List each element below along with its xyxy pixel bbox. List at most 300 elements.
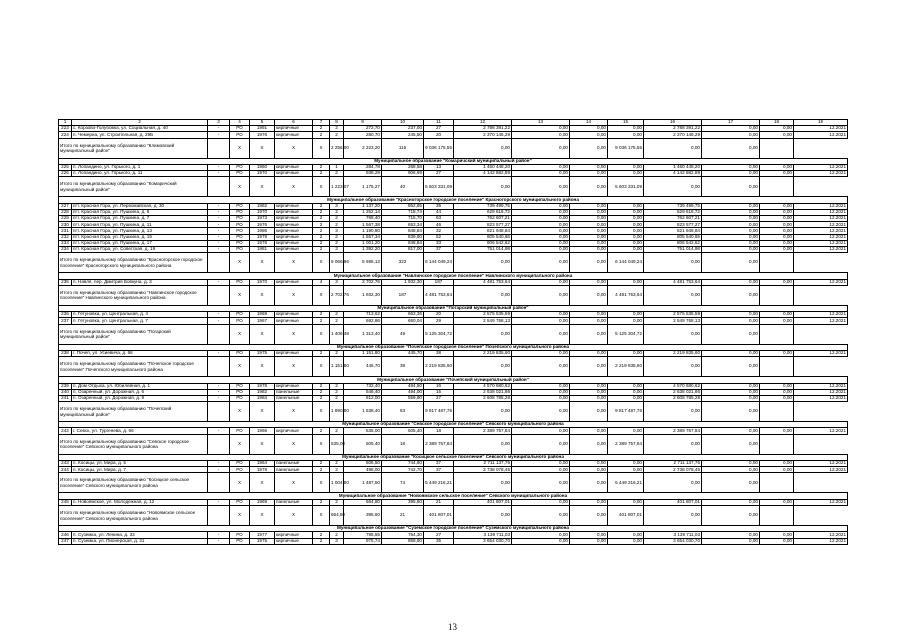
table-cell: 12.2021 (794, 395, 848, 401)
table-cell: 268,58 (382, 164, 424, 170)
table-cell: Итого по муниципальному образованию "Почепское городское поселение" Почепского муниципального района (59, 357, 208, 377)
table-cell: 2 256,00 (330, 138, 344, 158)
table-cell (760, 177, 794, 197)
table-cell: 0,00 (608, 132, 644, 138)
table-cell: 246 (59, 532, 72, 538)
table-cell: Х (313, 253, 330, 273)
table-cell: 234 (59, 247, 72, 253)
table-cell: 0,00 (512, 253, 570, 273)
table-cell: 0,00 (570, 473, 608, 493)
table-cell: 16 (644, 120, 702, 126)
table-cell: Х (250, 506, 275, 526)
table-cell: 795,55 (344, 532, 382, 538)
table-cell: 848,84 (382, 228, 424, 234)
table-cell: 227 (59, 203, 72, 209)
table-cell: пгт. Красная Гора, ул. Советская, д. 19 (72, 247, 208, 253)
table-cell: 2 370 146,29 (644, 132, 702, 138)
table-cell: РО (230, 247, 250, 253)
table-cell: 5 449 216,21 (424, 473, 454, 493)
table-cell: 0,00 (570, 357, 608, 377)
table-cell: 2 219 835,60 (644, 350, 702, 356)
table-cell: 0,00 (570, 279, 608, 285)
table-cell: 0,00 (644, 434, 702, 454)
table-cell: 12.2021 (794, 222, 848, 228)
table-cell: 2 (313, 247, 330, 253)
table-cell: 0,00 (512, 538, 570, 544)
table-cell: 0,00 (702, 209, 760, 215)
table-cell: 0,00 (512, 216, 570, 222)
table-cell: 2 (330, 126, 344, 132)
table-cell: п. Озаренный, ул. Дорожная, д. 6 (72, 389, 208, 395)
table-cell: 2 (330, 389, 344, 395)
table-cell: п. Суземка, ул. Пионерская, д. 21 (72, 538, 208, 544)
table-cell: 0,00 (760, 132, 794, 138)
table-cell: РО (230, 171, 250, 177)
table-cell: 2 788 391,22 (454, 126, 512, 132)
table-cell: кирпичные (275, 428, 313, 434)
table-cell: 74 (382, 473, 424, 493)
table-cell (208, 253, 230, 273)
table-cell (760, 434, 794, 454)
table-cell: 0,00 (702, 428, 760, 434)
table-cell: 18 (424, 428, 454, 434)
table-cell: 4 481 753,64 (644, 279, 702, 285)
municipality-total-row (59, 506, 848, 526)
table-cell: 1973 (250, 216, 275, 222)
table-cell: 739 499,75 (644, 203, 702, 209)
table-cell: 0,00 (702, 138, 760, 158)
municipality-total-row (59, 138, 848, 158)
table-cell: 0,00 (644, 285, 702, 305)
table-cell: Х (275, 138, 313, 158)
table-cell: 2 (330, 428, 344, 434)
table-cell: 0,00 (760, 234, 794, 240)
table-cell: 12.2021 (794, 318, 848, 324)
table-cell: 401 807,01 (644, 499, 702, 505)
table-cell: 852,65 (382, 203, 424, 209)
table-cell: 225 (59, 164, 72, 170)
table-cell: 38 (424, 350, 454, 356)
table-cell: 0,00 (702, 216, 760, 222)
table-cell: 0,00 (760, 318, 794, 324)
table-cell (760, 324, 794, 344)
table-cell: 3 654 030,70 (644, 538, 702, 544)
table-cell: Х (275, 434, 313, 454)
table-cell: 187 (424, 279, 454, 285)
table-cell: 2 (330, 171, 344, 177)
table-cell: 0,00 (454, 357, 512, 377)
table-cell: 0,00 (760, 350, 794, 356)
table-cell: - (208, 234, 230, 240)
table-cell: 6 144 049,24 (608, 253, 644, 273)
municipality-total-row (59, 324, 848, 344)
table-cell: 0,00 (644, 357, 702, 377)
table-cell: Х (275, 324, 313, 344)
table-cell: Итого по муниципальному образованию "Навлинское городское поселение" Навлинского муниципального района (59, 285, 208, 305)
table-cell: Итого по муниципальному образованию "Косицкое сельское поселение" Севского муниципального района (59, 473, 208, 493)
table-cell: 4 481 753,64 (454, 279, 512, 285)
table-cell: 0,00 (512, 203, 570, 209)
table-cell: 224 (59, 132, 72, 138)
table-cell (208, 506, 230, 526)
table-cell: - (208, 240, 230, 246)
table-cell: 612,00 (344, 395, 382, 401)
table-cell: 0,00 (512, 428, 570, 434)
table-cell: 245 (59, 499, 72, 505)
page-number: 13 (448, 622, 457, 632)
table-cell: 0,00 (608, 209, 644, 215)
table-cell: 0,00 (702, 461, 760, 467)
table-cell: 0,00 (702, 395, 760, 401)
table-cell: 2 (313, 228, 330, 234)
table-cell: 0,00 (570, 171, 608, 177)
table-cell: 821 948,84 (644, 228, 702, 234)
table-cell: 2 575 535,59 (454, 312, 512, 318)
table-cell: 1976 (250, 222, 275, 228)
table-cell: 2 638 021,86 (454, 389, 512, 395)
table-cell: 12.2021 (794, 234, 848, 240)
table-cell: 0,00 (702, 247, 760, 253)
table-cell: 0,00 (608, 126, 644, 132)
table-cell: 1976 (250, 240, 275, 246)
table-cell: - (208, 499, 230, 505)
table-cell: 2 (330, 222, 344, 228)
table-cell: 0,00 (760, 389, 794, 395)
table-cell: 0,00 (454, 434, 512, 454)
table-cell: 2 738 078,45 (644, 467, 702, 473)
table-cell: 2 (330, 350, 344, 356)
table-cell: 1 223,07 (330, 177, 344, 197)
table-cell: 13 (512, 120, 570, 126)
table-cell: 12.2021 (794, 171, 848, 177)
table-cell: 2 (330, 383, 344, 389)
table-cell: 35 (424, 538, 454, 544)
table-cell: 0,00 (570, 312, 608, 318)
table-cell: 27 (424, 532, 454, 538)
table-cell: 762 607,21 (454, 216, 512, 222)
municipality-total-row (59, 402, 848, 422)
table-cell: 0,00 (512, 461, 570, 467)
table-cell: 0,00 (608, 383, 644, 389)
table-cell: 0,00 (608, 532, 644, 538)
table-cell: 0,00 (702, 177, 760, 197)
table-cell: 629 616,72 (644, 209, 702, 215)
table-cell: 10 (382, 120, 424, 126)
table-cell: 629 616,72 (454, 209, 512, 215)
table-cell: 2 702,76 (330, 285, 344, 305)
table-cell: 27 (424, 171, 454, 177)
table-cell: 12 (454, 120, 512, 126)
table-cell: 2 (313, 428, 330, 434)
table-cell: 1 567,38 (344, 222, 382, 228)
table-cell: Итого по муниципальному образованию "Почепский муниципальный район" (59, 402, 208, 422)
table-cell (208, 324, 230, 344)
table-cell: 806 542,62 (644, 240, 702, 246)
table-cell: 2 711 137,76 (454, 461, 512, 467)
capital-repair-register-table (58, 119, 848, 545)
table-cell: Х (250, 473, 275, 493)
table-cell: РО (230, 532, 250, 538)
table-cell: Х (230, 434, 250, 454)
table-cell: Х (250, 357, 275, 377)
table-cell: Х (313, 506, 330, 526)
table-cell: 1 538,40 (344, 402, 382, 422)
table-cell: Муниципальное образование "Навлинское городское поселение" Навлинского муниципального района (59, 273, 848, 279)
table-cell: 0,00 (512, 389, 570, 395)
table-cell: 0,00 (512, 228, 570, 234)
table-cell: панельные (275, 467, 313, 473)
table-cell: 2 389 757,84 (608, 434, 644, 454)
table-cell: 2 (330, 467, 344, 473)
table-cell: 0,00 (512, 357, 570, 377)
table-cell: 0,00 (702, 126, 760, 132)
table-cell: 9 066,96 (330, 253, 344, 273)
municipality-total-row (59, 434, 848, 454)
table-cell: Муниципальное образование "Севское городское поселение" Севского муниципального района (59, 422, 848, 428)
table-cell: п. Косицы, ул. Мира, д. 7 (72, 467, 208, 473)
table-cell: РО (230, 461, 250, 467)
table-cell: 751 014,98 (644, 247, 702, 253)
table-cell: 1 (330, 164, 344, 170)
table-cell: 1 190,80 (344, 228, 382, 234)
table-cell: Муниципальное образование "Новоямское сельское поселение" Севского муниципального района (59, 493, 848, 499)
table-cell: 0,00 (702, 402, 760, 422)
table-cell: Х (230, 402, 250, 422)
table-cell: 2 (313, 164, 330, 170)
table-cell: 1 151,80 (344, 350, 382, 356)
table-cell: 0,00 (570, 434, 608, 454)
table-cell: 9 817 487,76 (608, 402, 644, 422)
table-cell: 0,00 (512, 467, 570, 473)
table-cell: 0,00 (702, 318, 760, 324)
table-cell: 5 449 216,21 (608, 473, 644, 493)
table-cell: 3 139 711,03 (644, 532, 702, 538)
table-cell: 2 219 835,60 (454, 350, 512, 356)
table-cell: 535,00 (330, 434, 344, 454)
table-cell: 1969 (250, 312, 275, 318)
table-cell: 63 (382, 402, 424, 422)
table-cell: Муниципальное образование "Почепский муниципальный район" (59, 377, 848, 383)
table-cell: 0,00 (702, 383, 760, 389)
table-cell: Х (313, 357, 330, 377)
table-cell: кирпичные (275, 532, 313, 538)
table-cell: 226 (59, 171, 72, 177)
table-cell: 2 738 078,45 (454, 467, 512, 473)
table-cell: 21 (424, 499, 454, 505)
table-cell: 506,50 (344, 461, 382, 467)
table-cell: 2 219 835,60 (424, 357, 454, 377)
table-cell: 0,00 (454, 506, 512, 526)
table-cell: 0,00 (608, 222, 644, 228)
table-cell: 0,00 (512, 285, 570, 305)
table-cell: 1970 (250, 209, 275, 215)
table-cell: 868,90 (382, 538, 424, 544)
table-cell (208, 402, 230, 422)
table-cell: 1970 (250, 171, 275, 177)
table-cell: 0,00 (702, 473, 760, 493)
table-cell: Муниципальное образование "Комаричский муниципальный район" (59, 158, 848, 164)
table-cell: 0,00 (512, 395, 570, 401)
table-cell: п. Гетуновка, ул. Центральная, д. 7 (72, 318, 208, 324)
table-cell (760, 473, 794, 493)
municipality-total-row (59, 253, 848, 273)
table-cell: кирпичные (275, 222, 313, 228)
table-cell: 0,00 (570, 324, 608, 344)
table-cell: 0,00 (570, 389, 608, 395)
table-cell: 2 (330, 532, 344, 538)
table-cell: 2 (330, 395, 344, 401)
table-cell: 1 001,20 (344, 240, 382, 246)
table-cell: кирпичные (275, 383, 313, 389)
table-cell: панельные (275, 395, 313, 401)
table-cell: 2 (313, 126, 330, 132)
table-cell: 0,00 (570, 318, 608, 324)
table-cell: 12.2021 (794, 350, 848, 356)
table-cell: 0,00 (570, 428, 608, 434)
table-cell: 0,00 (702, 132, 760, 138)
table-cell: 6 144 049,24 (424, 253, 454, 273)
table-cell: 49 (382, 324, 424, 344)
table-cell: 0,00 (512, 402, 570, 422)
table-cell: РО (230, 132, 250, 138)
table-cell: 0,00 (512, 383, 570, 389)
table-cell: 0,00 (608, 461, 644, 467)
table-cell: 12.2021 (794, 312, 848, 318)
table-cell: РО (230, 228, 250, 234)
table-cell: 0,00 (760, 171, 794, 177)
table-cell: - (208, 395, 230, 401)
table-cell: Итого по муниципальному образованию "Комаричский муниципальный район" (59, 177, 208, 197)
table-cell: 0,00 (702, 506, 760, 526)
table-cell: 0,00 (702, 240, 760, 246)
table-cell: 1981 (250, 247, 275, 253)
table-cell: РО (230, 467, 250, 473)
table-cell: пгт. Красная Гора, ул. Пушкина, д. 13 (72, 228, 208, 234)
table-cell: Х (313, 138, 330, 158)
table-cell: 0,00 (570, 467, 608, 473)
table-cell: РО (230, 538, 250, 544)
table-cell: 0,00 (454, 473, 512, 493)
table-cell: Х (250, 285, 275, 305)
table-cell: 715,70 (382, 216, 424, 222)
table-cell (208, 177, 230, 197)
table-cell: 1967 (250, 318, 275, 324)
table-cell: РО (230, 395, 250, 401)
table-cell: 2 549 768,13 (454, 318, 512, 324)
table-cell: 20 (424, 132, 454, 138)
table-cell: кирпичные (275, 132, 313, 138)
table-cell: 0,00 (760, 228, 794, 234)
table-cell: 2 (313, 240, 330, 246)
table-cell: - (208, 467, 230, 473)
table-cell: 395,60 (344, 506, 382, 526)
table-cell: 0,00 (760, 499, 794, 505)
table-cell: Х (230, 177, 250, 197)
table-cell: 744,80 (382, 461, 424, 467)
table-cell: 768,40 (344, 216, 382, 222)
table-cell: Х (313, 473, 330, 493)
table-cell: 240 (59, 389, 72, 395)
table-cell: 244 (59, 467, 72, 473)
table-cell: 0,00 (454, 253, 512, 273)
table-cell: 0,00 (702, 434, 760, 454)
table-cell: - (208, 203, 230, 209)
table-cell: РО (230, 164, 250, 170)
table-cell (760, 285, 794, 305)
table-cell: 805 540,65 (644, 234, 702, 240)
table-cell: Х (275, 177, 313, 197)
table-cell: 0,00 (644, 177, 702, 197)
table-cell: 0,00 (702, 350, 760, 356)
table-cell: 21 (382, 506, 424, 526)
table-cell: 0,00 (570, 499, 608, 505)
table-cell: 0,00 (512, 473, 570, 493)
table-cell: п. Косицы, ул. Мира, д. 5 (72, 461, 208, 467)
table-cell: 0,00 (760, 247, 794, 253)
table-cell: 19 (794, 120, 848, 126)
table-cell: кирпичные (275, 216, 313, 222)
table-cell: 906,69 (382, 171, 424, 177)
table-cell: 12.2021 (794, 279, 848, 285)
table-cell: 5 125 304,72 (424, 324, 454, 344)
table-cell: 0,00 (512, 234, 570, 240)
table-cell: 823 577,27 (644, 222, 702, 228)
table-cell: 823 577,27 (454, 222, 512, 228)
table-cell: 235 (59, 279, 72, 285)
table-cell: 0,00 (760, 383, 794, 389)
table-cell: РО (230, 209, 250, 215)
table-cell: 0,00 (512, 350, 570, 356)
table-cell: 241 (59, 395, 72, 401)
table-cell: 663,36 (382, 312, 424, 318)
table-cell: 0,00 (608, 389, 644, 395)
table-cell: 0,00 (760, 222, 794, 228)
table-cell: 284,78 (344, 164, 382, 170)
table-cell: 505,40 (382, 428, 424, 434)
table-cell: 1 890,80 (330, 402, 344, 422)
table-cell: 1 406,48 (330, 324, 344, 344)
table-cell: 4 570 680,62 (644, 383, 702, 389)
table-cell: 52 (424, 234, 454, 240)
table-cell: Х (230, 253, 250, 273)
table-cell: 0,00 (608, 395, 644, 401)
table-cell: 718,74 (382, 209, 424, 215)
table-cell: 0,00 (644, 324, 702, 344)
table-cell: пгт. Красная Гора, ул. Пушкина, д. 17 (72, 240, 208, 246)
table-cell: 229 (59, 216, 72, 222)
table-cell: 9 (344, 120, 382, 126)
table-cell: 63 (424, 216, 454, 222)
table-cell: Х (275, 357, 313, 377)
table-cell: 1 460 448,20 (644, 164, 702, 170)
table-cell: РО (230, 279, 250, 285)
table-cell: 0,00 (760, 467, 794, 473)
table-cell: 0,00 (512, 209, 570, 215)
table-cell: 0,00 (702, 253, 760, 273)
table-cell: 0,00 (702, 324, 760, 344)
table-cell: 0,00 (570, 461, 608, 467)
table-cell: Х (275, 402, 313, 422)
table-cell: РО (230, 318, 250, 324)
table-cell: 0,00 (512, 312, 570, 318)
table-cell: Х (250, 402, 275, 422)
table-cell: п. Гетуновка, ул. Центральная, д. 4 (72, 312, 208, 318)
table-cell: 37 (424, 467, 454, 473)
table-cell: 1969 (250, 499, 275, 505)
table-cell: 27 (424, 395, 454, 401)
table-cell: 0,00 (512, 318, 570, 324)
table-cell: 0,00 (608, 164, 644, 170)
